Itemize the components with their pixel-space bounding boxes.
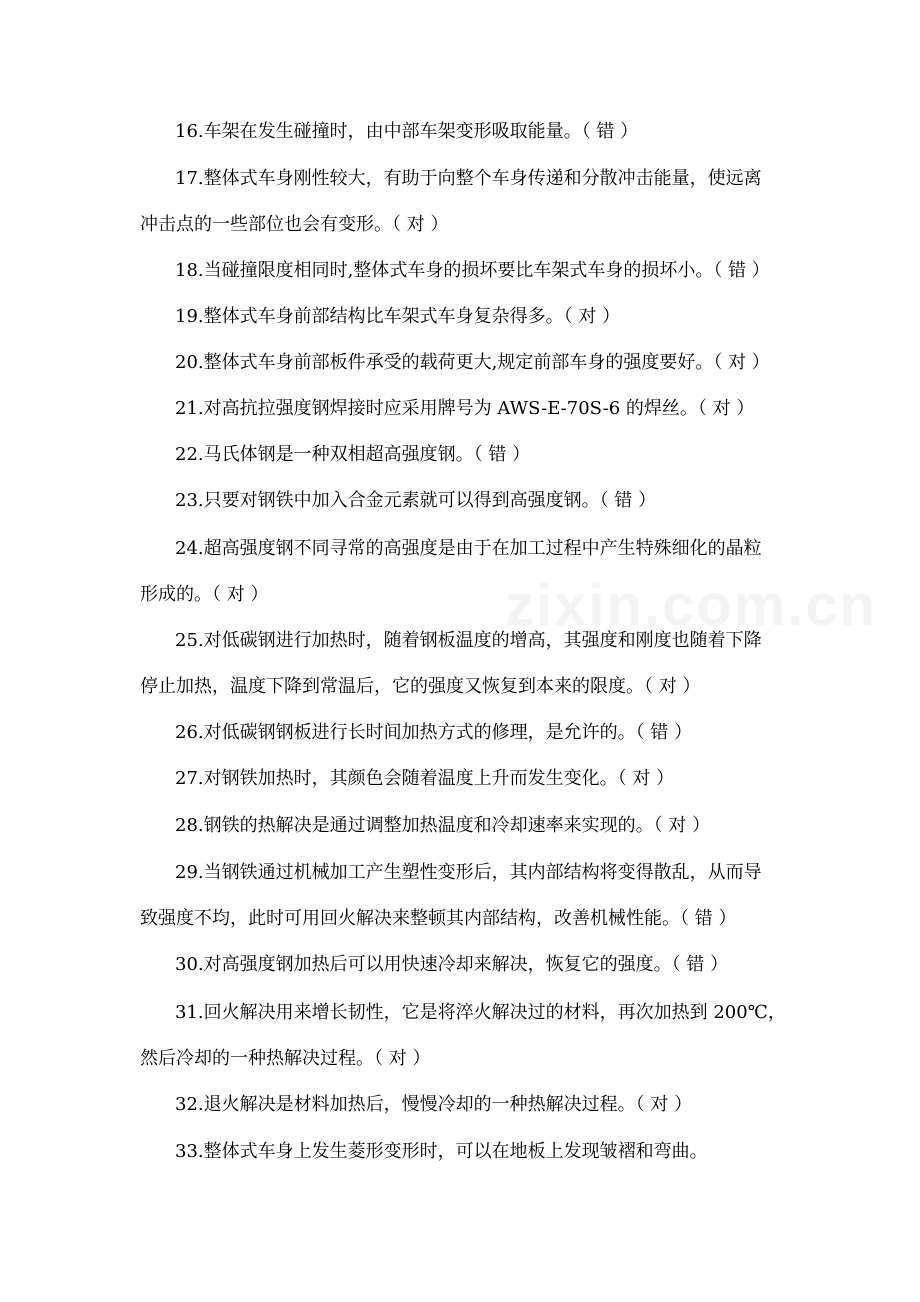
question-30: 30.对高强度钢加热后可以用快速冷却来解决，恢复它的强度。（ 错 ） [175, 954, 729, 975]
question-29-line-2: 致强度不均，此时可用回火解决来整顿其内部结构，改善机械性能。（ 错 ） [140, 908, 737, 929]
question-31-line-2: 然后冷却的一种热解决过程。（ 对 ） [140, 1048, 431, 1069]
question-16: 16.车架在发生碰撞时，由中部车架变形吸取能量。（ 错 ） [175, 121, 639, 142]
question-26: 26.对低碳钢钢板进行长时间加热方式的修理，是允许的。（ 错 ） [175, 722, 693, 743]
question-17-line-2: 冲击点的一些部位也会有变形。（ 对 ） [140, 214, 449, 235]
question-32: 32.退火解决是材料加热后，慢慢冷却的一种热解决过程。（ 对 ） [175, 1094, 693, 1115]
question-28: 28.钢铁的热解决是通过调整加热温度和冷却速率来实现的。（ 对 ） [175, 815, 711, 836]
question-24-line-2: 形成的。（ 对 ） [140, 584, 269, 605]
question-18: 18.当碰撞限度相同时,整体式车身的损坏要比车架式车身的损坏小。（ 错 ） [175, 260, 770, 281]
question-27: 27.对钢铁加热时，其颜色会随着温度上升而发生变化。（ 对 ） [175, 768, 675, 789]
question-25-line-1: 25.对低碳钢进行加热时，随着钢板温度的增高，其强度和刚度也随着下降 [175, 630, 762, 651]
question-29-line-1: 29.当钢铁通过机械加工产生塑性变形后，其内部结构将变得散乱，从而导 [175, 862, 762, 883]
watermark: zixin.com.cn [505, 573, 878, 638]
question-17-line-1: 17.整体式车身刚性较大，有助于向整个车身传递和分散冲击能量，使远离 [175, 168, 762, 189]
question-24-line-1: 24.超高强度钢不同寻常的高强度是由于在加工过程中产生特殊细化的晶粒 [175, 538, 762, 559]
question-21: 21.对高抗拉强度钢焊接时应采用牌号为 AWS-E-70S-6 的焊丝。（ 对 ） [175, 398, 755, 419]
question-33: 33.整体式车身上发生菱形变形时，可以在地板上发现皱褶和弯曲。 [175, 1141, 708, 1162]
question-22: 22.马氏体钢是一种双相超高强度钢。（ 错 ） [175, 444, 531, 465]
question-31-line-1: 31.回火解决用来增长韧性，它是将淬火解决过的材料，再次加热到 200℃， [175, 1002, 786, 1023]
question-20: 20.整体式车身前部板件承受的载荷更大,规定前部车身的强度要好。（ 对 ） [175, 352, 770, 373]
question-23: 23.只要对钢铁中加入合金元素就可以得到高强度钢。（ 错 ） [175, 490, 657, 511]
question-25-line-2: 停止加热，温度下降到常温后，它的强度又恢复到本来的限度。（ 对 ） [140, 676, 701, 697]
question-19: 19.整体式车身前部结构比车架式车身复杂得多。（ 对 ） [175, 306, 621, 327]
